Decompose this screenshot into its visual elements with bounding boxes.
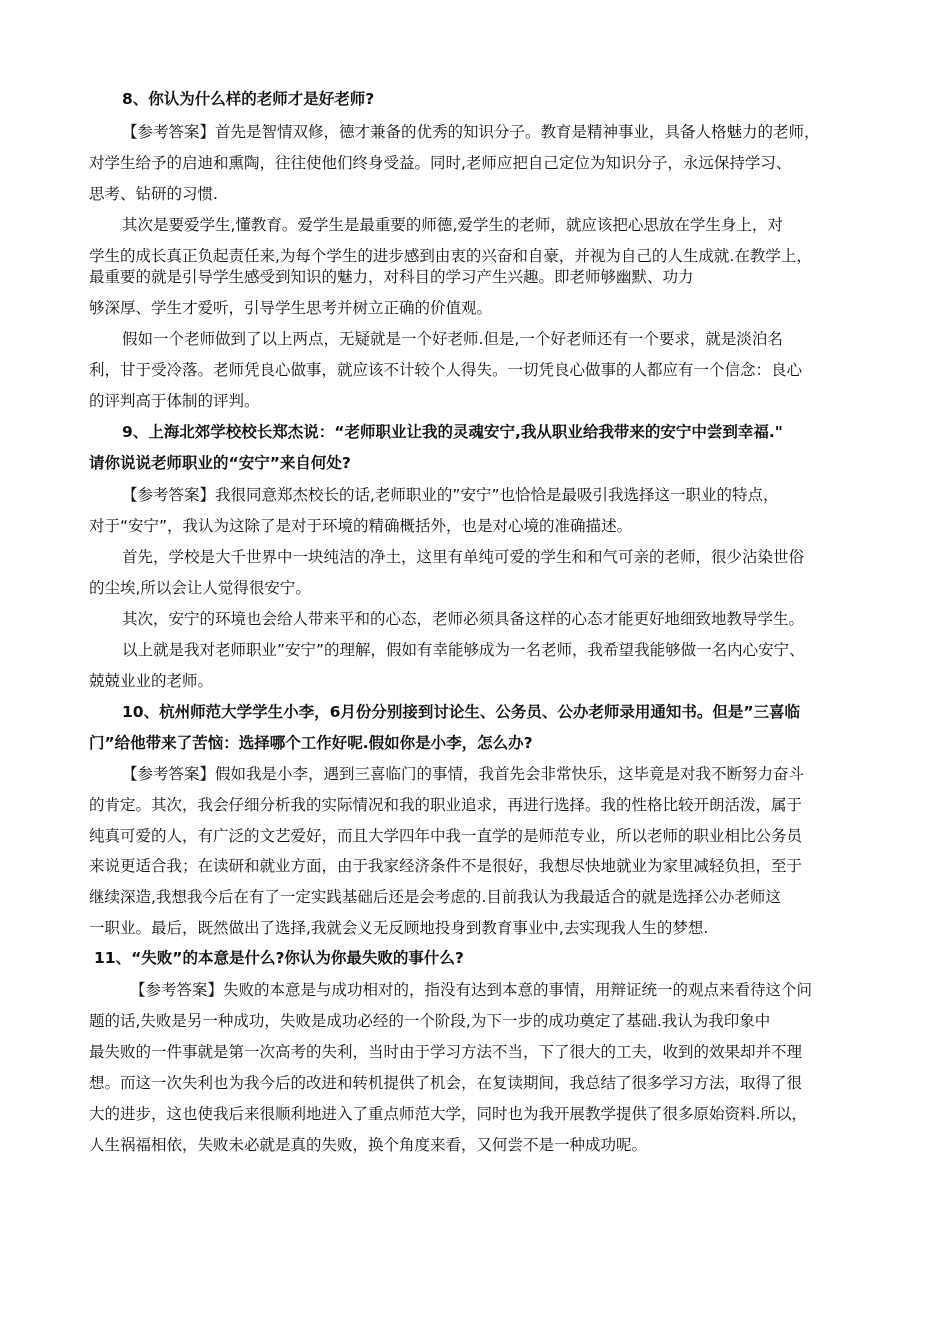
answer-10-line-6: 一职业。最后，既然做出了选择,我就会义无反顾地投身到教育事业中,去实现我人生的梦想.: [89, 919, 709, 937]
question-10-title-line-1: 10、杭州师范大学学生小李，6月份分别接到讨论生、公务员、公办老师录用通知书。但是”三喜临: [122, 703, 801, 721]
answer-8-line-9: 利，甘于受冷落。老师凭良心做事，就应该不计较个人得失。一切凭良心做事的人都应有一个信念：良心: [89, 361, 803, 379]
answer-9-line-2: 对于“安宁”，我认为这除了是对于环境的精确概括外，也是对心境的准确描述。: [89, 517, 633, 535]
answer-8-line-1: 【参考答案】首先是智情双修，德才兼备的优秀的知识分子。教育是精神事业，具备人格魅力的老师，: [122, 123, 820, 141]
answer-11-line-3: 最失败的一件事就是第一次高考的失利，当时由于学习方法不当，下了很大的工夫，收到的效果却并不理: [89, 1043, 803, 1061]
question-9-title-line-2: 请你说说老师职业的“安宁”来自何处?: [89, 454, 351, 472]
answer-11-line-1: 【参考答案】失败的本意是与成功相对的，指没有达到本意的事情，用辩证统一的观点来看待这个问: [130, 981, 813, 999]
question-8-title: 8、你认为什么样的老师才是好老师?: [122, 90, 375, 108]
question-11-title: 11、“失败”的本意是什么?你认为你最失败的事什么?: [94, 949, 464, 967]
question-9-title-line-1: 9、上海北郊学校校长郑杰说：“老师职业让我的灵魂安宁,我从职业给我带来的安宁中尝到幸福.": [122, 423, 783, 441]
answer-8-line-8: 假如一个老师做到了以上两点，无疑就是一个好老师.但是,一个好老师还有一个要求，就是淡泊名: [122, 330, 783, 348]
answer-10-line-5: 继续深造,我想我今后在有了一定实践基础后还是会考虑的.目前我认为我最适合的就是选择公办老师这: [89, 888, 781, 906]
answer-10-line-1: 【参考答案】假如我是小李，遇到三喜临门的事情，我首先会非常快乐，这毕竟是对我不断努力奋斗: [122, 765, 805, 783]
answer-9-line-4: 的尘埃,所以会让人觉得很安宁。: [89, 579, 311, 597]
answer-10-line-2: 的肯定。其次，我会仔细分析我的实际情况和我的职业追求，再进行选择。我的性格比较开朗活泼，属于: [89, 796, 803, 814]
answer-9-line-7: 兢兢业业的老师。: [89, 672, 214, 690]
answer-11-line-5: 大的进步，这也使我后来很顺利地进入了重点师范大学，同时也为我开展教学提供了很多原始资料.所以，: [89, 1105, 807, 1123]
answer-8-line-4: 其次是要爱学生,懂教育。爱学生是最重要的师德,爱学生的老师，就应该把心思放在学生身上，对: [122, 216, 783, 234]
answer-9-line-1: 【参考答案】我很同意郑杰校长的话,老师职业的”安宁”也恰恰是最吸引我选择这一职业的特点，: [122, 486, 779, 504]
answer-8-line-7: 够深厚、学生才爱听，引导学生思考并树立正确的价值观。: [89, 299, 493, 317]
answer-11-line-2: 题的话,失败是另一种成功，失败是成功必经的一个阶段,为下一步的成功奠定了基础.我认为我印象中: [89, 1012, 771, 1030]
answer-8-line-3: 思考、钻研的习惯.: [89, 185, 218, 203]
question-10-title-line-2: 门”给他带来了苦恼：选择哪个工作好呢.假如你是小李，怎么办?: [89, 734, 533, 752]
answer-8-line-2: 对学生给予的启迪和熏陶，往往使他们终身受益。同时,老师应把自己定位为知识分子，永远保持学习、: [89, 154, 792, 172]
answer-9-line-6: 以上就是我对老师职业”安宁”的理解，假如有幸能够成为一名老师，我希望我能够做一名内心安宁、: [122, 641, 805, 659]
answer-8-line-10: 的评判高于体制的评判。: [89, 392, 260, 410]
answer-11-line-4: 想。而这一次失利也为我今后的改进和转机提供了机会，在复读期间，我总结了很多学习方法，取得了很: [89, 1074, 803, 1092]
answer-8-line-6: 最重要的就是引导学生感受到知识的魅力，对科目的学习产生兴趣。即老师够幽默、功力: [89, 268, 694, 286]
answer-9-line-5: 其次，安宁的环境也会给人带来平和的心态，老师必须具备这样的心态才能更好地细致地教导学生。: [122, 610, 805, 628]
answer-9-line-3: 首先，学校是大千世界中一块纯洁的净土，这里有单纯可爱的学生和和气可亲的老师，很少沾染世俗: [122, 548, 805, 566]
answer-10-line-4: 来说更适合我；在读研和就业方面，由于我家经济条件不是很好，我想尽快地就业为家里减轻负担，至于: [89, 857, 803, 875]
answer-10-line-3: 纯真可爱的人，有广泛的文艺爱好，而且大学四年中我一直学的是师范专业，所以老师的职业相比公务员: [89, 827, 803, 845]
answer-8-line-5: 学生的成长真正负起责任来,为每个学生的进步感到由衷的兴奋和自豪，并视为自己的人生成就.在教学上，: [89, 247, 812, 265]
answer-11-line-6: 人生祸福相依，失败未必就是真的失败，换个角度来看，又何尝不是一种成功呢。: [89, 1136, 648, 1154]
